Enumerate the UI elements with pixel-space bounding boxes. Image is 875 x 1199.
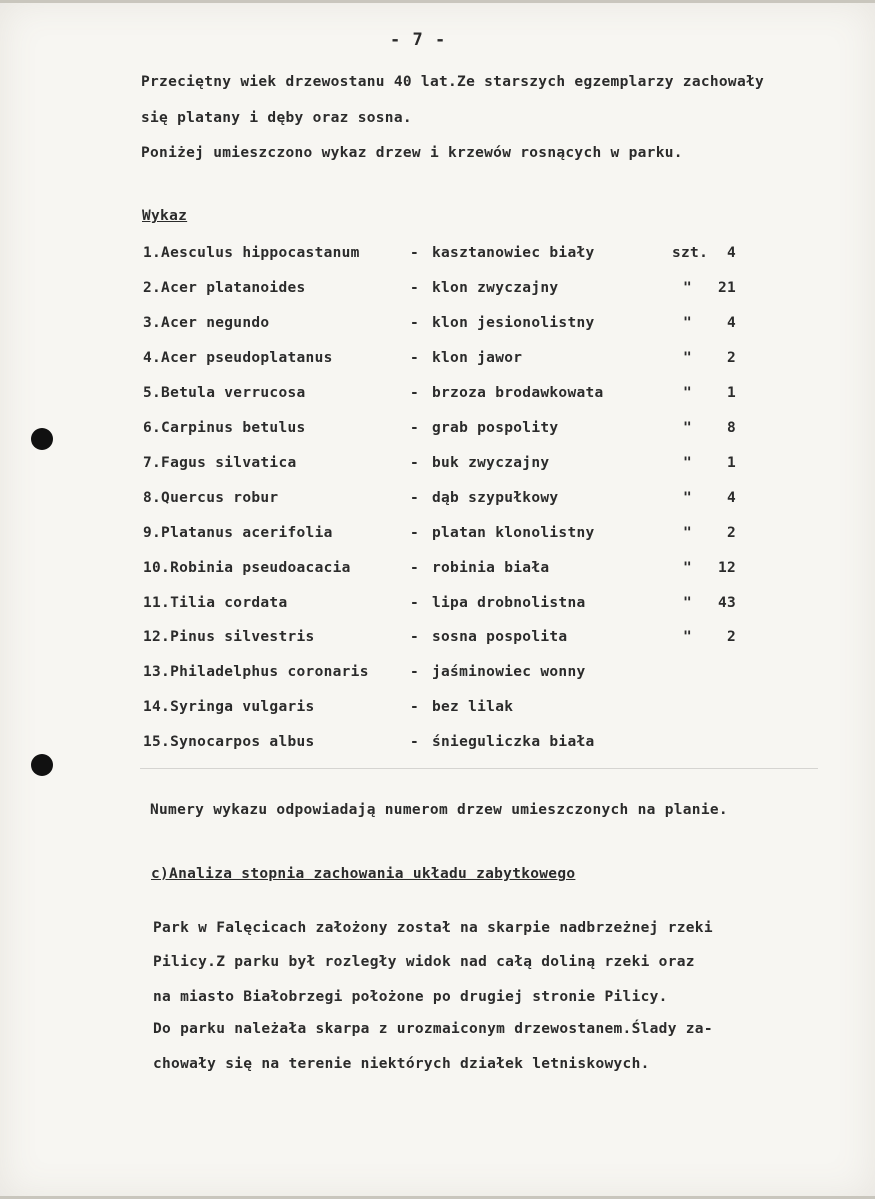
- dash: -: [410, 595, 420, 611]
- count: 2: [726, 525, 736, 541]
- ditto-mark: ": [683, 280, 693, 296]
- polish-name: jaśminowiec wonny: [432, 664, 586, 680]
- list-item: [0, 420, 875, 440]
- ditto-mark: ": [683, 420, 693, 436]
- polish-name: grab pospolity: [432, 420, 559, 436]
- unit-label: szt.: [672, 245, 709, 261]
- polish-name: kasztanowiec biały: [432, 245, 595, 261]
- latin-name: 8.Quercus robur: [143, 490, 279, 506]
- body-line-1: Park w Falęcicach założony został na skarpie nadbrzeżnej rzeki: [153, 920, 713, 936]
- page-number: - 7 -: [390, 30, 447, 50]
- ditto-mark: ": [683, 629, 693, 645]
- dash: -: [410, 734, 420, 750]
- list-item: [0, 595, 875, 615]
- latin-name: 12.Pinus silvestris: [143, 629, 315, 645]
- list-note: Numery wykazu odpowiadają numerom drzew umieszczonych na planie.: [150, 802, 728, 818]
- latin-name: 4.Acer pseudoplatanus: [143, 350, 333, 366]
- list-item: [0, 734, 875, 754]
- count: 21: [717, 280, 736, 296]
- list-item: [0, 490, 875, 510]
- latin-name: 15.Synocarpos albus: [143, 734, 315, 750]
- ditto-mark: ": [683, 595, 693, 611]
- punch-hole: [31, 754, 53, 776]
- list-item: [0, 385, 875, 405]
- polish-name: klon jawor: [432, 350, 523, 366]
- count: 43: [717, 595, 736, 611]
- list-item: [0, 629, 875, 649]
- latin-name: 13.Philadelphus coronaris: [143, 664, 369, 680]
- ditto-mark: ": [683, 455, 693, 471]
- dash: -: [410, 664, 420, 680]
- latin-name: 6.Carpinus betulus: [143, 420, 306, 436]
- dash: -: [410, 280, 420, 296]
- latin-name: 1.Aesculus hippocastanum: [143, 245, 360, 261]
- count: 1: [726, 455, 736, 471]
- intro-line-1: Przeciętny wiek drzewostanu 40 lat.Ze starszych egzemplarzy zachowały: [141, 74, 765, 90]
- dash: -: [410, 385, 420, 401]
- list-item: [0, 664, 875, 684]
- list-item: [0, 315, 875, 335]
- polish-name: robinia biała: [432, 560, 550, 576]
- dash: -: [410, 699, 420, 715]
- polish-name: brzoza brodawkowata: [432, 385, 604, 401]
- latin-name: 9.Platanus acerifolia: [143, 525, 333, 541]
- list-item: [0, 350, 875, 370]
- latin-name: 14.Syringa vulgaris: [143, 699, 315, 715]
- ditto-mark: ": [683, 315, 693, 331]
- count: 8: [726, 420, 736, 436]
- body-line-5: chowały się na terenie niektórych działek letniskowych.: [153, 1056, 650, 1072]
- list-item: [0, 560, 875, 580]
- ditto-mark: ": [683, 560, 693, 576]
- body-line-3: na miasto Białobrzegi położone po drugiej stronie Pilicy.: [153, 989, 668, 1005]
- dash: -: [410, 245, 420, 261]
- faint-divider: [140, 768, 818, 769]
- ditto-mark: ": [683, 385, 693, 401]
- count: 2: [726, 629, 736, 645]
- ditto-mark: ": [683, 525, 693, 541]
- polish-name: dąb szypułkowy: [432, 490, 559, 506]
- polish-name: klon zwyczajny: [432, 280, 559, 296]
- latin-name: 5.Betula verrucosa: [143, 385, 306, 401]
- count: 2: [726, 350, 736, 366]
- dash: -: [410, 490, 420, 506]
- polish-name: platan klonolistny: [432, 525, 595, 541]
- polish-name: sosna pospolita: [432, 629, 568, 645]
- list-item: [0, 455, 875, 475]
- count: 12: [717, 560, 736, 576]
- dash: -: [410, 525, 420, 541]
- section-heading: c)Analiza stopnia zachowania układu zabytkowego: [151, 866, 576, 882]
- count: 1: [726, 385, 736, 401]
- body-line-2: Pilicy.Z parku był rozległy widok nad całą doliną rzeki oraz: [153, 954, 695, 970]
- intro-line-2: się platany i dęby oraz sosna.: [141, 110, 412, 126]
- count: 4: [726, 245, 736, 261]
- ditto-mark: ": [683, 490, 693, 506]
- list-item: [0, 525, 875, 545]
- list-item: [0, 699, 875, 719]
- dash: -: [410, 629, 420, 645]
- dash: -: [410, 315, 420, 331]
- dash: -: [410, 560, 420, 576]
- count: 4: [726, 490, 736, 506]
- latin-name: 7.Fagus silvatica: [143, 455, 297, 471]
- latin-name: 3.Acer negundo: [143, 315, 270, 331]
- list-heading: Wykaz: [142, 208, 188, 224]
- latin-name: 10.Robinia pseudoacacia: [143, 560, 351, 576]
- dash: -: [410, 420, 420, 436]
- ditto-mark: ": [683, 350, 693, 366]
- body-line-4: Do parku należała skarpa z urozmaiconym drzewostanem.Ślady za-: [153, 1021, 713, 1037]
- polish-name: klon jesionolistny: [432, 315, 595, 331]
- intro-line-3: Poniżej umieszczono wykaz drzew i krzewów rosnących w parku.: [141, 145, 683, 161]
- polish-name: bez lilak: [432, 699, 514, 715]
- list-item: [0, 280, 875, 300]
- polish-name: lipa drobnolistna: [432, 595, 586, 611]
- latin-name: 2.Acer platanoides: [143, 280, 306, 296]
- punch-hole: [31, 428, 53, 450]
- count: 4: [726, 315, 736, 331]
- list-item: [0, 245, 875, 265]
- dash: -: [410, 350, 420, 366]
- latin-name: 11.Tilia cordata: [143, 595, 288, 611]
- polish-name: buk zwyczajny: [432, 455, 550, 471]
- page-top-edge: [0, 0, 875, 3]
- dash: -: [410, 455, 420, 471]
- polish-name: śnieguliczka biała: [432, 734, 595, 750]
